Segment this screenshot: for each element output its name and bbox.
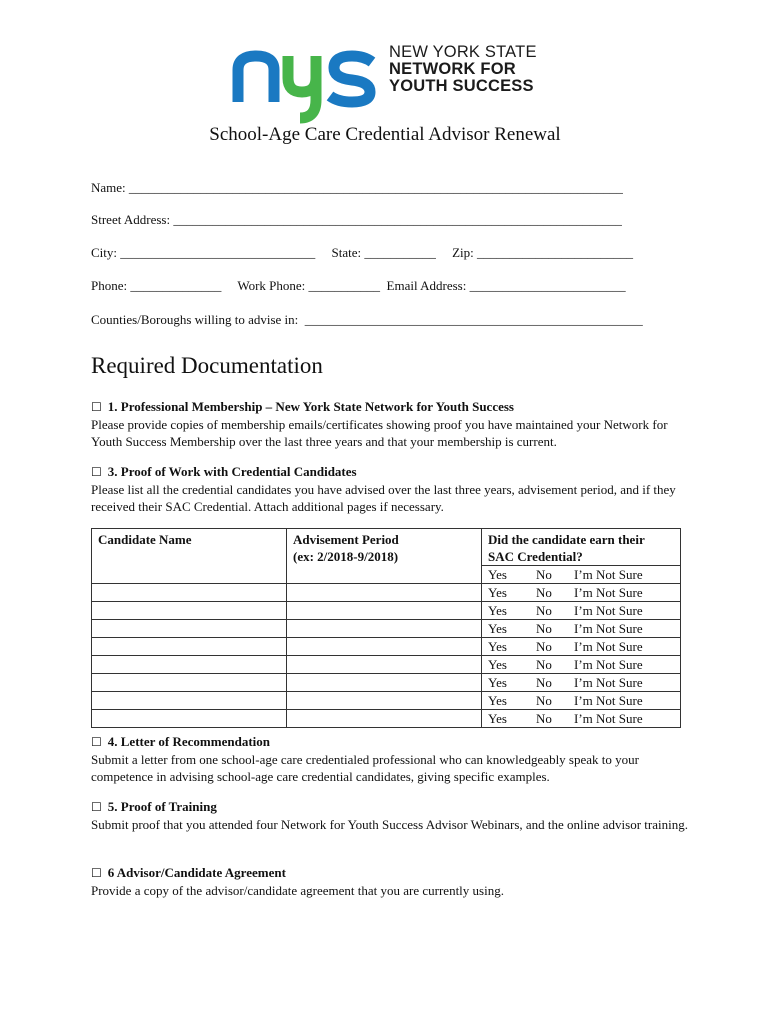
logo-line-2: NETWORK FOR (389, 60, 516, 78)
advisement-period-cell[interactable] (287, 584, 482, 602)
credential-options[interactable] (482, 620, 681, 638)
checkbox[interactable]: ☐ (91, 866, 102, 880)
header-candidate-name: Candidate Name (92, 529, 287, 584)
option-unsure[interactable]: I’m Not Sure (574, 711, 643, 726)
option-unsure[interactable]: I’m Not Sure (574, 693, 643, 708)
advisement-period-cell[interactable] (287, 602, 482, 620)
checkbox[interactable]: ☐ (91, 465, 102, 479)
checkbox[interactable]: ☐ (91, 400, 102, 414)
option-yes[interactable]: Yes (488, 693, 507, 708)
logo-line-3: YOUTH SUCCESS (389, 77, 534, 95)
option-no[interactable]: No (536, 657, 552, 672)
option-yes[interactable]: Yes (488, 639, 507, 654)
credential-options[interactable] (482, 674, 681, 692)
advisement-period-cell[interactable] (287, 656, 482, 674)
section-title: 6 Advisor/Candidate Agreement (107, 865, 286, 880)
table-row (92, 692, 681, 710)
option-yes[interactable]: Yes (488, 675, 507, 690)
candidate-name-cell[interactable] (92, 638, 287, 656)
candidate-name-cell[interactable] (92, 692, 287, 710)
option-no[interactable]: No (536, 585, 552, 600)
option-yes[interactable]: Yes (488, 621, 507, 636)
form-title: School-Age Care Credential Advisor Renewal (209, 124, 561, 145)
table-row (92, 656, 681, 674)
option-no[interactable]: No (536, 639, 552, 654)
option-no[interactable]: No (536, 603, 552, 618)
credential-options[interactable] (482, 584, 681, 602)
candidate-name-cell[interactable] (92, 710, 287, 728)
section-proof-of-work (91, 463, 691, 515)
table-row (92, 584, 681, 602)
table-row (92, 620, 681, 638)
option-unsure[interactable]: I’m Not Sure (574, 657, 643, 672)
advisement-period-cell[interactable] (287, 692, 482, 710)
credential-options[interactable] (482, 638, 681, 656)
header-advisement-period (287, 529, 482, 584)
section-title: 3. Proof of Work with Credential Candidates (107, 464, 357, 479)
candidate-name-cell[interactable] (92, 584, 287, 602)
section-body: Please provide copies of membership emails/certificates showing proof you have maintained your Network for Youth Success Membership over the last three years and that your membership is current. (91, 417, 668, 449)
header-credential-line2: SAC Credential? (488, 549, 583, 564)
header-credential-line1: Did the candidate earn their (488, 532, 645, 547)
advisement-period-cell[interactable] (287, 638, 482, 656)
counties-field[interactable]: Counties/Boroughs willing to advise in: ____________________________________________________ (91, 312, 643, 327)
option-unsure[interactable]: I’m Not Sure (574, 639, 643, 654)
credential-options[interactable] (482, 656, 681, 674)
street-address-field[interactable]: Street Address: _____________________________________________________________________ (91, 212, 622, 227)
candidate-table (91, 528, 681, 728)
candidate-name-cell[interactable] (92, 674, 287, 692)
option-unsure[interactable]: I’m Not Sure (574, 675, 643, 690)
section-title: 5. Proof of Training (107, 799, 217, 814)
header-period-line1: Advisement Period (293, 532, 399, 547)
required-documentation-heading: Required Documentation (91, 353, 323, 378)
section-agreement (91, 864, 691, 899)
advisement-period-cell[interactable] (287, 620, 482, 638)
option-unsure[interactable]: I’m Not Sure (574, 621, 643, 636)
table-row (92, 710, 681, 728)
section-body: Please list all the credential candidates you have advised over the last three years, advisement period, and if they received their SAC Credential. Attach additional pages if necessary. (91, 482, 676, 514)
option-yes[interactable]: Yes (488, 711, 507, 726)
logo-line-1: NEW YORK STATE (389, 43, 537, 61)
section-letter-of-recommendation (91, 733, 691, 785)
logo-letter-s (330, 56, 372, 102)
option-no[interactable]: No (536, 567, 552, 582)
table-row (92, 638, 681, 656)
section-title: 4. Letter of Recommendation (107, 734, 270, 749)
section-proof-of-training (91, 798, 691, 833)
option-no[interactable]: No (536, 693, 552, 708)
phone-email-field[interactable]: Phone: ______________ Work Phone: ___________ Email Address: ________________________ (91, 278, 626, 293)
credential-options[interactable] (482, 692, 681, 710)
section-title: 1. Professional Membership – New York State Network for Youth Success (107, 399, 514, 414)
advisement-period-cell[interactable] (287, 710, 482, 728)
logo-letter-y (288, 56, 316, 118)
option-yes[interactable]: Yes (488, 603, 507, 618)
option-no[interactable]: No (536, 621, 552, 636)
logo-wordmark (389, 44, 537, 95)
option-yes[interactable]: Yes (488, 567, 507, 582)
option-no[interactable]: No (536, 711, 552, 726)
candidate-name-cell[interactable] (92, 656, 287, 674)
option-yes[interactable]: Yes (488, 657, 507, 672)
city-state-zip-field[interactable]: City: ______________________________ State: ___________ Zip: ________________________ (91, 245, 634, 260)
checkbox[interactable]: ☐ (91, 800, 102, 814)
candidate-name-cell[interactable] (92, 602, 287, 620)
logo-letter-n (238, 56, 274, 102)
option-no[interactable]: No (536, 675, 552, 690)
table-row (92, 674, 681, 692)
table-row (92, 602, 681, 620)
table-header-row (92, 529, 681, 566)
header-period-line2: (ex: 2/2018-9/2018) (293, 549, 399, 564)
option-unsure[interactable]: I’m Not Sure (574, 567, 643, 582)
name-field[interactable]: Name: ____________________________________________________________________________ (91, 180, 623, 195)
section-body: Submit proof that you attended four Network for Youth Success Advisor Webinars, and the online advisor training. (91, 817, 688, 832)
candidate-name-cell[interactable] (92, 620, 287, 638)
credential-options[interactable] (482, 710, 681, 728)
section-body: Submit a letter from one school-age care credentialed professional who can knowledgeably speak to your competence in advising school-age care credential candidates, giving specific examples. (91, 752, 639, 784)
credential-options[interactable] (482, 566, 681, 584)
checkbox[interactable]: ☐ (91, 735, 102, 749)
option-yes[interactable]: Yes (488, 585, 507, 600)
section-body: Provide a copy of the advisor/candidate agreement that you are currently using. (91, 883, 504, 898)
section-membership (91, 398, 691, 450)
option-unsure[interactable]: I’m Not Sure (574, 603, 643, 618)
header-credential (482, 529, 681, 566)
advisement-period-cell[interactable] (287, 674, 482, 692)
option-unsure[interactable]: I’m Not Sure (574, 585, 643, 600)
credential-options[interactable] (482, 602, 681, 620)
